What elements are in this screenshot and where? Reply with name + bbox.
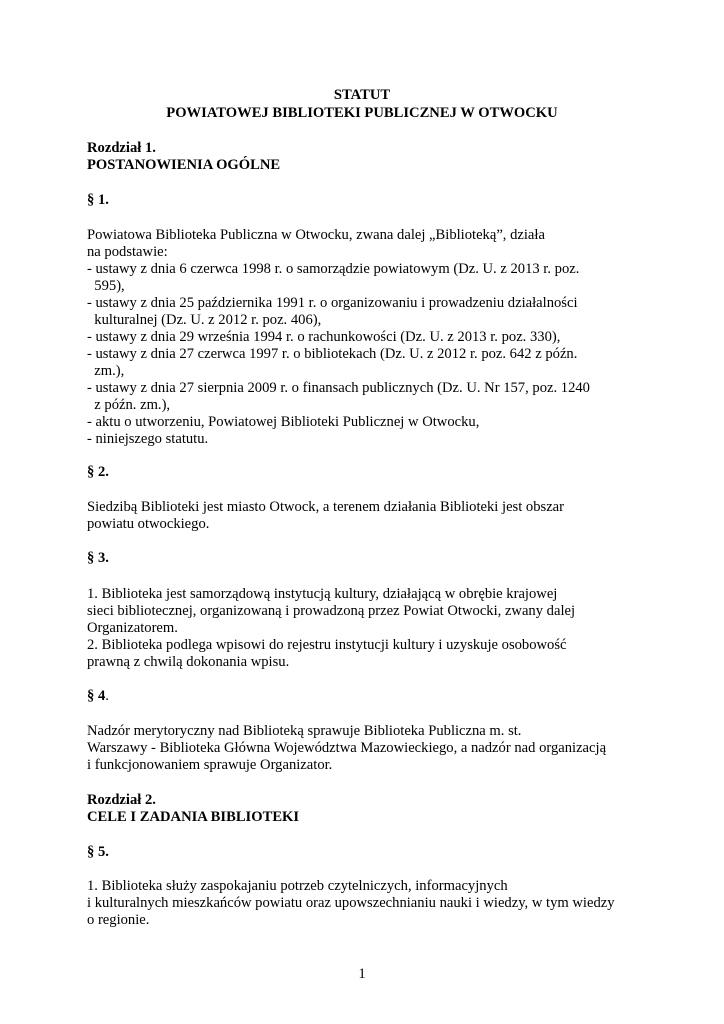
section-1-line: - ustawy z dnia 6 czerwca 1998 r. o samorządzie powiatowym (Dz. U. z 2013 r. poz.: [87, 261, 580, 277]
section-1-line: zm.),: [87, 363, 125, 379]
document-title: STATUT: [333, 87, 391, 103]
section-1-line: na podstawie:: [87, 244, 168, 260]
chapter-2-heading: CELE I ZADANIA BIBLIOTEKI: [87, 809, 300, 825]
section-1-line: kulturalnej (Dz. U. z 2012 r. poz. 406),: [87, 312, 322, 328]
chapter-2-label: Rozdział 2.: [87, 792, 156, 808]
section-5-line: 1. Biblioteka służy zaspokajaniu potrzeb czytelniczych, informacyjnych: [87, 878, 508, 894]
chapter-1-label: Rozdział 1.: [87, 140, 156, 156]
chapter-1-heading: POSTANOWIENIA OGÓLNE: [87, 157, 281, 173]
section-1-line: - niniejszego statutu.: [87, 431, 209, 447]
section-4-line: Nadzór merytoryczny nad Biblioteką sprawuje Biblioteka Publiczna m. st.: [87, 723, 522, 739]
section-4-line: i funkcjonowaniem sprawuje Organizator.: [87, 757, 333, 773]
document-subtitle: POWIATOWEJ BIBLIOTEKI PUBLICZNEJ W OTWOCKU: [166, 105, 558, 121]
section-1-line: 595),: [87, 278, 125, 294]
section-4-heading-period: .: [105, 688, 109, 704]
section-3-line: Organizatorem.: [87, 620, 178, 636]
section-1-line: - ustawy z dnia 29 września 1994 r. o rachunkowości (Dz. U. z 2013 r. poz. 330),: [87, 329, 561, 345]
section-1-line: - aktu o utworzeniu, Powiatowej Biblioteki Publicznej w Otwocku,: [87, 414, 480, 430]
section-1-line: Powiatowa Biblioteka Publiczna w Otwocku, zwana dalej „Biblioteką”, działa: [87, 227, 545, 243]
section-1-line: - ustawy z dnia 25 października 1991 r. o organizowaniu i prowadzeniu działalności: [87, 295, 578, 311]
section-1-line: - ustawy z dnia 27 czerwca 1997 r. o bibliotekach (Dz. U. z 2012 r. poz. 642 z późn.: [87, 346, 578, 362]
section-2-line: powiatu otwockiego.: [87, 516, 210, 532]
page-number: 1: [358, 966, 366, 982]
section-2-line: Siedzibą Biblioteki jest miasto Otwock, a terenem działania Biblioteki jest obszar: [87, 499, 565, 515]
section-2-heading: § 2.: [87, 464, 109, 480]
section-3-heading: § 3.: [87, 550, 109, 566]
section-4-heading-number: § 4: [87, 688, 106, 704]
section-5-line: i kulturalnych mieszkańców powiatu oraz upowszechnianiu nauki i wiedzy, w tym wiedzy: [87, 895, 615, 911]
section-3-line: 1. Biblioteka jest samorządową instytucją kultury, działającą w obrębie krajowej: [87, 586, 558, 602]
section-1-line: - ustawy z dnia 27 sierpnia 2009 r. o finansach publicznych (Dz. U. Nr 157, poz. 1240: [87, 380, 590, 396]
section-4-line: Warszawy - Biblioteka Główna Województwa Mazowieckiego, a nadzór nad organizacją: [87, 740, 607, 756]
section-3-line: 2. Biblioteka podlega wpisowi do rejestru instytucji kultury i uzyskuje osobowość: [87, 637, 567, 653]
section-5-heading: § 5.: [87, 844, 109, 860]
section-3-line: prawną z chwilą dokonania wpisu.: [87, 654, 290, 670]
section-1-heading: § 1.: [87, 192, 109, 208]
section-5-line: o regionie.: [87, 912, 150, 928]
section-1-line: z późn. zm.),: [87, 397, 171, 413]
section-4-heading: [87, 688, 109, 705]
section-3-line: sieci bibliotecznej, organizowaną i prowadzoną przez Powiat Otwocki, zwany dalej: [87, 603, 576, 619]
